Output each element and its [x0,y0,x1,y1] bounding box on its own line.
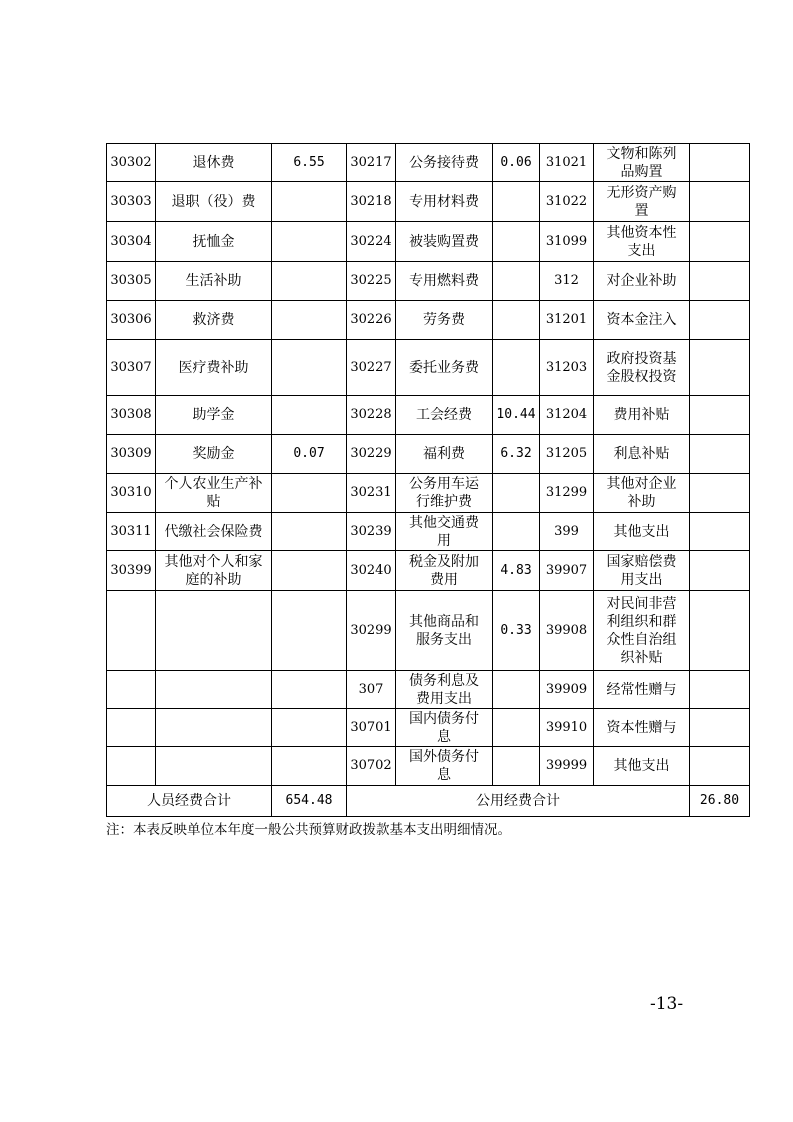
cell-value-2: 0.33 [493,591,540,671]
cell-value-3 [690,551,750,591]
cell-value-1 [272,709,347,747]
cell-value-3 [690,144,750,182]
cell-value-2 [493,222,540,262]
cell-code-2: 30225 [347,262,396,301]
cell-value-2 [493,513,540,551]
table-row [107,671,750,709]
cell-name-3: 无形资产购置 [594,182,690,222]
cell-code-2: 30240 [347,551,396,591]
cell-code-1: 30310 [107,474,156,513]
cell-name-1 [156,747,272,786]
cell-value-3 [690,747,750,786]
cell-code-1: 30305 [107,262,156,301]
table-row [107,709,750,747]
cell-value-3 [690,340,750,396]
cell-code-1 [107,709,156,747]
cell-code-3: 39907 [540,551,594,591]
table-row [107,144,750,182]
cell-name-3: 其他支出 [594,747,690,786]
cell-code-1: 30307 [107,340,156,396]
table-row [107,591,750,671]
cell-name-2: 公务接待费 [396,144,493,182]
cell-code-1: 30302 [107,144,156,182]
table-row [107,340,750,396]
cell-code-1 [107,747,156,786]
cell-value-1 [272,591,347,671]
totals-row [107,786,750,817]
table-row [107,222,750,262]
cell-value-3 [690,396,750,435]
cell-code-3: 31204 [540,396,594,435]
cell-name-2: 专用燃料费 [396,262,493,301]
cell-value-2: 4.83 [493,551,540,591]
cell-name-1: 医疗费补助 [156,340,272,396]
cell-value-2: 6.32 [493,435,540,474]
cell-code-2: 30228 [347,396,396,435]
cell-code-3: 31205 [540,435,594,474]
cell-value-3 [690,182,750,222]
cell-value-1 [272,301,347,340]
cell-code-2: 30239 [347,513,396,551]
cell-name-1: 助学金 [156,396,272,435]
cell-value-1 [272,262,347,301]
cell-code-2: 30702 [347,747,396,786]
cell-name-2: 债务利息及费用支出 [396,671,493,709]
public-total-value: 26.80 [690,786,750,817]
cell-code-3: 39908 [540,591,594,671]
cell-name-1: 退职（役）费 [156,182,272,222]
cell-name-1: 退休费 [156,144,272,182]
cell-value-1 [272,182,347,222]
cell-value-3 [690,709,750,747]
cell-code-3: 31299 [540,474,594,513]
cell-name-2: 福利费 [396,435,493,474]
cell-value-2 [493,474,540,513]
cell-name-2: 其他商品和服务支出 [396,591,493,671]
cell-code-2: 30218 [347,182,396,222]
cell-name-1: 代缴社会保险费 [156,513,272,551]
cell-code-1 [107,671,156,709]
cell-value-3 [690,222,750,262]
table-row [107,301,750,340]
cell-value-1 [272,551,347,591]
cell-value-2 [493,182,540,222]
cell-name-3: 费用补贴 [594,396,690,435]
personnel-total-label: 人员经费合计 [107,786,272,817]
cell-code-1: 30306 [107,301,156,340]
cell-name-2: 税金及附加费用 [396,551,493,591]
cell-name-3: 其他支出 [594,513,690,551]
cell-name-3: 其他资本性支出 [594,222,690,262]
cell-value-1 [272,474,347,513]
cell-value-1: 0.07 [272,435,347,474]
cell-code-3: 31201 [540,301,594,340]
cell-value-2 [493,747,540,786]
cell-code-2: 30226 [347,301,396,340]
cell-name-3: 经常性赠与 [594,671,690,709]
cell-code-3: 31021 [540,144,594,182]
cell-name-3: 国家赔偿费用支出 [594,551,690,591]
cell-code-1: 30303 [107,182,156,222]
cell-name-2: 委托业务费 [396,340,493,396]
cell-value-3 [690,262,750,301]
cell-code-3: 399 [540,513,594,551]
cell-name-2: 公务用车运行维护费 [396,474,493,513]
cell-value-1 [272,396,347,435]
table-row [107,262,750,301]
cell-code-2: 30701 [347,709,396,747]
cell-name-1: 生活补助 [156,262,272,301]
table-row [107,474,750,513]
cell-value-3 [690,671,750,709]
cell-name-2: 国外债务付息 [396,747,493,786]
cell-name-2: 被装购置费 [396,222,493,262]
cell-code-2: 30227 [347,340,396,396]
cell-code-1: 30311 [107,513,156,551]
cell-value-3 [690,474,750,513]
cell-name-3: 资本性赠与 [594,709,690,747]
cell-code-2: 30217 [347,144,396,182]
table-row [107,747,750,786]
cell-code-3: 39910 [540,709,594,747]
budget-expenditure-table [106,143,750,817]
cell-value-2: 10.44 [493,396,540,435]
cell-code-3: 31099 [540,222,594,262]
cell-value-1 [272,513,347,551]
cell-code-2: 30231 [347,474,396,513]
cell-code-3: 312 [540,262,594,301]
cell-code-3: 31203 [540,340,594,396]
personnel-total-value: 654.48 [272,786,347,817]
cell-value-1 [272,222,347,262]
cell-name-1: 抚恤金 [156,222,272,262]
table-row [107,435,750,474]
cell-name-3: 文物和陈列品购置 [594,144,690,182]
cell-name-2: 专用材料费 [396,182,493,222]
table-note: 注：本表反映单位本年度一般公共预算财政拨款基本支出明细情况。 [106,822,511,838]
cell-code-1 [107,591,156,671]
cell-name-3: 其他对企业补助 [594,474,690,513]
cell-value-2: 0.06 [493,144,540,182]
table-row [107,182,750,222]
cell-name-1: 救济费 [156,301,272,340]
cell-value-3 [690,591,750,671]
cell-code-1: 30309 [107,435,156,474]
cell-value-2 [493,709,540,747]
cell-value-2 [493,671,540,709]
cell-code-2: 30229 [347,435,396,474]
cell-name-1 [156,671,272,709]
cell-value-1 [272,340,347,396]
cell-name-2: 工会经费 [396,396,493,435]
public-total-label: 公用经费合计 [347,786,690,817]
cell-value-3 [690,513,750,551]
cell-value-3 [690,301,750,340]
cell-name-1: 其他对个人和家庭的补助 [156,551,272,591]
table-row [107,396,750,435]
cell-name-2: 其他交通费用 [396,513,493,551]
cell-value-3 [690,435,750,474]
cell-code-2: 30224 [347,222,396,262]
cell-value-2 [493,301,540,340]
cell-name-3: 对民间非营利组织和群众性自治组织补贴 [594,591,690,671]
cell-value-1 [272,671,347,709]
cell-code-3: 39999 [540,747,594,786]
cell-name-1: 奖励金 [156,435,272,474]
cell-name-3: 对企业补助 [594,262,690,301]
cell-code-3: 39909 [540,671,594,709]
cell-name-1 [156,709,272,747]
cell-name-1: 个人农业生产补贴 [156,474,272,513]
table-row [107,551,750,591]
cell-name-3: 政府投资基金股权投资 [594,340,690,396]
cell-name-2: 劳务费 [396,301,493,340]
cell-value-2 [493,262,540,301]
cell-name-3: 利息补贴 [594,435,690,474]
cell-name-1 [156,591,272,671]
cell-code-1: 30308 [107,396,156,435]
cell-code-1: 30304 [107,222,156,262]
cell-code-2: 307 [347,671,396,709]
cell-value-1 [272,747,347,786]
cell-value-1: 6.55 [272,144,347,182]
cell-code-3: 31022 [540,182,594,222]
cell-name-2: 国内债务付息 [396,709,493,747]
cell-code-1: 30399 [107,551,156,591]
cell-code-2: 30299 [347,591,396,671]
cell-name-3: 资本金注入 [594,301,690,340]
cell-value-2 [493,340,540,396]
table-row [107,513,750,551]
page-number: -13- [650,994,684,1014]
